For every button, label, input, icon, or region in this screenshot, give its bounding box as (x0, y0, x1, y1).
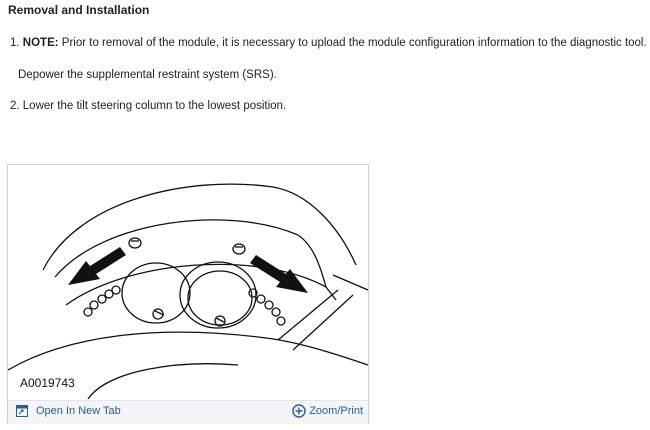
note-label: NOTE: (22, 37, 59, 49)
note-text: Prior to removal of the module, it is necessary to upload the module configuration information to the diagnostic tool. (58, 37, 647, 49)
open-new-tab-icon (16, 405, 28, 417)
figure-toolbar (8, 400, 368, 424)
open-in-new-tab-label: Open In New Tab (36, 405, 121, 417)
plus-circle-icon (292, 404, 306, 418)
zoom-print-link[interactable] (292, 404, 363, 418)
instrument-cluster-illustration (8, 165, 368, 399)
step-1 (10, 37, 647, 49)
step-2 (10, 100, 286, 112)
step-1-instruction: Depower the supplemental restraint system (SRS). (18, 69, 277, 81)
step-2-text: Lower the tilt steering column to the lowest position. (19, 100, 287, 112)
zoom-print-label: Zoom/Print (309, 405, 363, 417)
figure-id: A0019743 (20, 376, 75, 390)
section-heading: Removal and Installation (8, 3, 150, 17)
arrows (68, 247, 308, 293)
open-in-new-tab-link[interactable] (16, 405, 121, 417)
figure-container (7, 164, 369, 424)
step-1-number: 1. (10, 37, 20, 49)
step-2-number: 2. (10, 100, 20, 112)
